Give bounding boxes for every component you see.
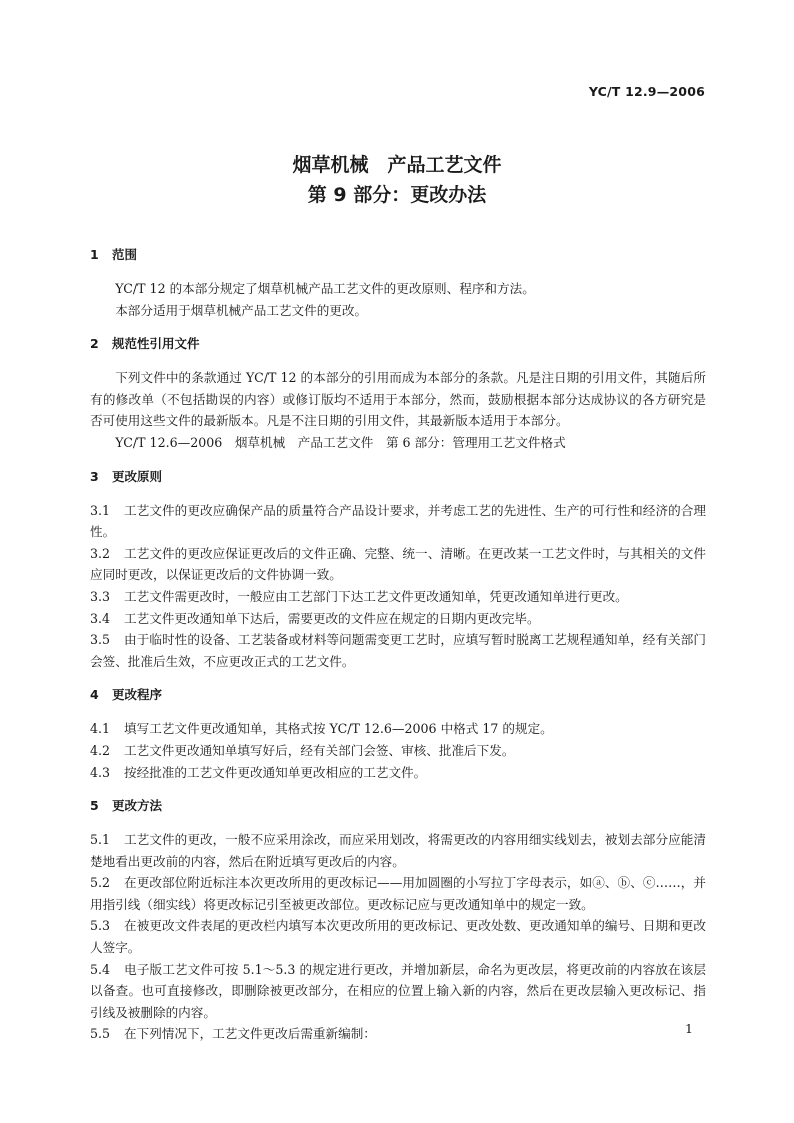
document-body bbox=[90, 244, 706, 1045]
paragraph: 本部分适用于烟草机械产品工艺文件的更改。 bbox=[115, 302, 368, 318]
clause-number: 3.5 bbox=[90, 632, 111, 648]
clause-5-4 bbox=[90, 959, 706, 1024]
clause-number: 5.5 bbox=[90, 1026, 111, 1042]
clause-number: 5.4 bbox=[90, 961, 111, 977]
clause-4-2 bbox=[90, 740, 706, 762]
section-heading-change-procedure bbox=[90, 684, 706, 706]
section-number: 2 bbox=[90, 336, 99, 352]
section-number: 1 bbox=[90, 247, 99, 262]
clause-number: 5.3 bbox=[90, 918, 111, 934]
section-heading-change-methods bbox=[90, 795, 706, 817]
clause-text: 在下列情况下，工艺文件更改后需重新编制： bbox=[124, 1026, 376, 1042]
clause-text: 填写工艺文件更改通知单，其格式按 YC/T 12.6—2006 中格式 17 的规定。 bbox=[124, 721, 553, 737]
section-heading-change-principles bbox=[90, 466, 706, 488]
section-heading-scope bbox=[90, 244, 706, 266]
clause-3-2 bbox=[90, 543, 706, 586]
clause-text: 在被更改文件表尾的更改栏内填写本次更改所用的更改标记、更改处数、更改通知单的编号、日期和更改人签字。 bbox=[90, 918, 706, 956]
clause-3-4 bbox=[90, 608, 706, 630]
clause-text: 工艺文件需更改时，一般应由工艺部门下达工艺文件更改通知单，凭更改通知单进行更改。 bbox=[124, 588, 628, 604]
section-number: 3 bbox=[90, 468, 99, 484]
clause-5-3 bbox=[90, 915, 706, 958]
clause-3-5 bbox=[90, 629, 706, 672]
clause-number: 3.4 bbox=[90, 610, 111, 626]
document-title bbox=[0, 150, 794, 210]
clause-number: 4.3 bbox=[90, 764, 111, 780]
title-line-1: 烟草机械 产品工艺文件 bbox=[292, 154, 502, 176]
clause-number: 5.1 bbox=[90, 832, 111, 848]
section-title: 更改原则 bbox=[112, 468, 163, 484]
clause-text: 工艺文件更改通知单下达后，需要更改的文件应在规定的日期内更改完毕。 bbox=[124, 610, 540, 626]
clause-4-1 bbox=[90, 718, 706, 740]
clause-number: 4.2 bbox=[90, 742, 111, 758]
paragraph: YC/T 12 的本部分规定了烟草机械产品工艺文件的更改原则、程序和方法。 bbox=[115, 281, 535, 296]
clause-5-2 bbox=[90, 872, 706, 915]
page-number: 1 bbox=[685, 1021, 693, 1036]
clause-3-3 bbox=[90, 586, 706, 608]
clause-text: 工艺文件的更改，一般不应采用涂改，而应采用划改，将需更改的内容用细实线划去，被划去部分应能清楚地看出更改前的内容，然后在附近填写更改后的内容。 bbox=[90, 832, 706, 869]
clause-text: 按经批准的工艺文件更改通知单更改相应的工艺文件。 bbox=[124, 764, 427, 780]
clause-number: 3.1 bbox=[90, 502, 111, 518]
clause-5-5 bbox=[90, 1023, 706, 1045]
section-title: 更改程序 bbox=[112, 687, 163, 703]
reference-entry: YC/T 12.6—2006 烟草机械 产品工艺文件 第 6 部分：管理用工艺文件格式 bbox=[115, 434, 566, 450]
clause-number: 3.2 bbox=[90, 545, 111, 561]
clause-text: 由于临时性的设备、工艺装备或材料等问题需变更工艺时，应填写暂时脱离工艺规程通知单，经有关部门会签、批准后生效，不应更改正式的工艺文件。 bbox=[90, 632, 706, 669]
section-title: 规范性引用文件 bbox=[112, 336, 200, 352]
clause-4-3 bbox=[90, 762, 706, 784]
clause-number: 4.1 bbox=[90, 721, 111, 737]
clause-text: 工艺文件更改通知单填写好后，经有关部门会签、审核、批准后下发。 bbox=[124, 742, 515, 758]
section-number: 5 bbox=[90, 798, 99, 814]
standard-code: YC/T 12.9—2006 bbox=[588, 84, 705, 99]
section-title: 更改方法 bbox=[112, 798, 163, 814]
clause-text: 工艺文件的更改应保证更改后的文件正确、完整、统一、清晰。在更改某一工艺文件时，与其相关的文件应同时更改，以保证更改后的文件协调一致。 bbox=[90, 545, 706, 583]
clause-5-1 bbox=[90, 829, 706, 872]
section-heading-normative-references bbox=[90, 333, 706, 355]
clause-number: 3.3 bbox=[90, 588, 111, 604]
clause-number: 5.2 bbox=[90, 875, 111, 891]
clause-3-1 bbox=[90, 500, 706, 543]
paragraph: 下列文件中的条款通过 YC/T 12 的本部分的引用而成为本部分的条款。凡是注日期的引用文件，其随后所有的修改单（不包括勘误的内容）或修订版均不适用于本部分，然而，鼓励根据本部分达成协议的各方研究是否可使用这些文件的最新版本。凡是不注日期的引用文件，其最新版本适用于本部分。 bbox=[90, 370, 706, 429]
title-line-2: 第 9 部分：更改办法 bbox=[307, 184, 487, 206]
clause-text: 工艺文件的更改应确保产品的质量符合产品设计要求，并考虑工艺的先进性、生产的可行性和经济的合理性。 bbox=[90, 502, 706, 540]
clause-text: 电子版工艺文件可按 5.1～5.3 的规定进行更改，并增加新层，命名为更改层，将更改前的内容放在该层以备查。也可直接修改，即删除被更改部分，在相应的位置上输入新的内容，然后在更改层输入更改标记、指引线及被删除的内容。 bbox=[90, 961, 706, 1020]
clause-text: 在更改部位附近标注本次更改所用的更改标记——用加圆圈的小写拉丁字母表示，如ⓐ、ⓑ、ⓒ……，并用指引线（细实线）将更改标记引至被更改部位。更改标记应与更改通知单中的规定一致。 bbox=[90, 875, 706, 912]
section-number: 4 bbox=[90, 687, 99, 703]
section-title: 范围 bbox=[112, 247, 138, 262]
